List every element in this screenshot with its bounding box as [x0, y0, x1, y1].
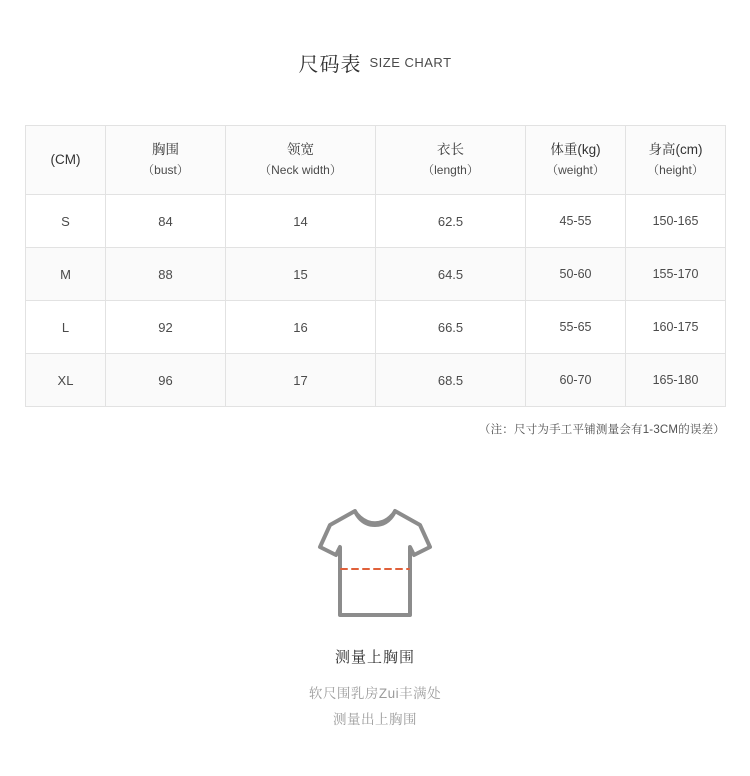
- column-header-height-cn: 身高(cm): [648, 142, 703, 158]
- illustration-caption-line2: 测量出上胸围: [333, 711, 417, 727]
- cell-length: 62.5: [376, 195, 526, 248]
- cell-bust: 96: [106, 354, 226, 407]
- column-header-length-en: （length）: [422, 163, 479, 178]
- cell-neck-width: 15: [226, 248, 376, 301]
- cell-size: S: [26, 195, 106, 248]
- column-header-neck-width-en: （Neck width）: [259, 163, 342, 178]
- page-title-en: SIZE CHART: [369, 55, 452, 70]
- column-header-length-cn: 衣长: [437, 142, 464, 158]
- illustration-caption-line1: 软尺围乳房Zui丰满处: [308, 686, 442, 701]
- column-header-weight-cn: 体重(kg): [550, 142, 601, 158]
- cell-height: 160-175: [626, 301, 726, 354]
- measurement-note: （注：尺寸为手工平铺测量会有1-3CM的误差）: [478, 424, 725, 436]
- table-row: [26, 195, 726, 248]
- table-header: [26, 126, 726, 195]
- table-header-row: [26, 126, 726, 195]
- tshirt-icon: [310, 503, 440, 623]
- column-header-weight: [526, 126, 626, 195]
- column-header-bust: [106, 126, 226, 195]
- cell-size: M: [26, 248, 106, 301]
- cell-height: 165-180: [626, 354, 726, 407]
- cell-neck-width: 16: [226, 301, 376, 354]
- size-chart-table: [25, 125, 726, 407]
- column-header-height-en: （height）: [647, 163, 704, 178]
- table-row: [26, 354, 726, 407]
- cell-length: 64.5: [376, 248, 526, 301]
- column-header-height: [626, 126, 726, 195]
- cell-length: 68.5: [376, 354, 526, 407]
- cell-weight: 50-60: [526, 248, 626, 301]
- cell-weight: 60-70: [526, 354, 626, 407]
- column-header-neck-width: [226, 126, 376, 195]
- cell-weight: 55-65: [526, 301, 626, 354]
- column-header-bust-cn: 胸围: [152, 142, 179, 158]
- cell-height: 150-165: [626, 195, 726, 248]
- page-title: [0, 0, 750, 77]
- cell-bust: 88: [106, 248, 226, 301]
- cell-bust: 92: [106, 301, 226, 354]
- column-header-length: [376, 126, 526, 195]
- cell-size: XL: [26, 354, 106, 407]
- column-header-unit-cn: (CM): [50, 151, 81, 167]
- cell-neck-width: 17: [226, 354, 376, 407]
- size-chart-table-wrapper: [25, 125, 725, 407]
- cell-weight: 45-55: [526, 195, 626, 248]
- table-row: [26, 301, 726, 354]
- column-header-bust-en: （bust）: [142, 163, 189, 178]
- column-header-neck-width-cn: 领宽: [287, 142, 314, 158]
- illustration-caption-main: 测量上胸围: [334, 649, 415, 666]
- illustration-caption-sub: [0, 681, 750, 732]
- column-header-unit: [26, 126, 106, 195]
- page-title-cn: 尺码表: [298, 54, 362, 76]
- column-header-weight-en: （weight）: [546, 163, 605, 178]
- cell-neck-width: 14: [226, 195, 376, 248]
- table-body: [26, 195, 726, 407]
- cell-size: L: [26, 301, 106, 354]
- measurement-illustration: [0, 503, 750, 732]
- cell-bust: 84: [106, 195, 226, 248]
- cell-height: 155-170: [626, 248, 726, 301]
- cell-length: 66.5: [376, 301, 526, 354]
- table-row: [26, 248, 726, 301]
